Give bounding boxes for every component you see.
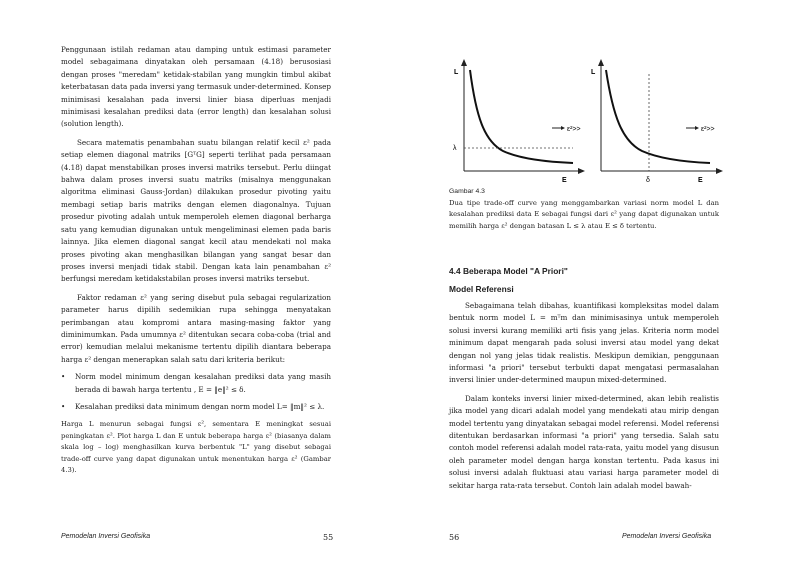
- figure-caption: [449, 186, 719, 232]
- x-axis-arrow-icon: [716, 168, 723, 174]
- left-paragraph-4: Harga L menurun sebagai fungsi ε², sementara E meningkat sesuai peningkatan ε². Plot harga L dan E untuk beberapa harga ε² (biasanya dalam skala log – log) menghasilkan kurva berbentuk "L" yang disebut sebagai trade-off curve yang dapat digunakan untuk menentukan harga ε² (Gambar 4.3).: [61, 420, 331, 475]
- right-paragraph-1: Sebagaimana telah dibahas, kuantifikasi kompleksitas model dalam bentuk norm model L = mᵀm dan minimisasinya untuk memperoleh solusi inversi kurang memiliki arti fisis yang jelas. Kriteria norm model minimum dapat mengarah pada solusi inversi atau model yang dekat dengan nol yang jelas tidak realistis. Meskipun demikian, penggunaan informasi "a priori" tersebut terbukti dapat mengatasi permasalahan inversi linier under-determined maupun mixed-determined.: [449, 301, 719, 385]
- y-axis-label: L: [591, 69, 596, 76]
- trade-off-curve-figure: [448, 56, 723, 186]
- lambda-label: λ: [453, 145, 457, 152]
- right-arrow-icon: [695, 126, 699, 130]
- trade-off-plot-delta: [591, 59, 723, 184]
- left-paragraph-1: Penggunaan istilah redaman atau damping untuk estimasi parameter model sebagaimana dinyatakan oleh persamaan (4.18) berusosiasi dengan proses "meredam" ketidak-stabilan yang mungkin timbul akibat keterbatasan data pada inversi yang termasuk under-determined. Konsep minimisasi kesalahan pada inversi linier biasa diperluas menjadi minimisasi kesalahan prediksi data (error length) dan kesalahan solusi (solution length).: [61, 45, 331, 129]
- trade-off-curve: [606, 70, 710, 163]
- trade-off-plot-lambda: [453, 59, 585, 184]
- left-paragraph-2: Secara matematis penambahan suatu bilangan relatif kecil ε² pada setiap elemen diagonal matriks [GᵀG] seperti terlihat pada persamaan (4.18) dapat menstabilkan proses inversi matriks tersebut. Perlu diingat bahwa dalam proses inversi suatu matriks (misalnya menggunakan algoritma eliminasi Gauss-Jordan) dilakukan prosedur pivoting yaitu membagi setiap baris matriks dengan elemen diagonalnya. Tujuan prosedur pivoting adalah untuk memperoleh elemen diagonal berharga satu yang kemudian digunakan untuk mengeliminasi elemen pada baris lainnya. Jika elemen diagonal sangat kecil atau mendekati nol maka proses pivoting akan menghasilkan bilangan yang sangat besar dan proses inversi menjadi tidak stabil. Dengan kata lain penambahan ε² berfungsi meredam ketidakstabilan proses inversi matriks tersebut.: [61, 137, 331, 284]
- subheading: Model Referensi: [449, 284, 514, 294]
- caption-text: Dua tipe trade-off curve yang menggambarkan variasi norm model L dan kesalahan prediksi data E sebagai fungsi dari ε² yang dapat digunakan untuk memilih harga ε² dengan batasan L ≤ λ atau E ≤ δ tertentu.: [449, 198, 719, 230]
- bullet-icon: •: [61, 401, 66, 411]
- x-axis-arrow-icon: [578, 168, 585, 174]
- bullet-item-1: [61, 371, 331, 396]
- right-paragraph-2: Dalam konteks inversi linier mixed-determined, akan lebih realistis jika model yang dicari adalah model yang mendekati atau mirip dengan model tertentu yang dinyatakan sebagai model referensi. Model referensi ditentukan berdasarkan informasi "a priori" yang tersedia. Salah satu contoh model referensi adalah model rata-rata, yaitu model yang disusun oleh parameter model dengan harga konstan tertentu. Pada kasus ini solusi inversi adalah fluktuasi atau variasi harga parameter model di sekitar harga rata-rata tersebut. Contoh lain adalah model bawah-: [449, 393, 719, 490]
- epsilon-arrow-label: ε²>>: [701, 126, 715, 133]
- right-footer: Pemodelan Inversi Geofisika: [622, 533, 712, 540]
- y-axis-arrow-icon: [461, 59, 467, 66]
- x-axis-label: E: [698, 177, 703, 184]
- bullet-text-2: Kesalahan prediksi data minimum dengan norm model L= ‖m‖² ≤ λ.: [75, 401, 325, 411]
- right-arrow-icon: [561, 126, 565, 130]
- bullet-item-2: [61, 401, 331, 413]
- delta-label: δ: [646, 177, 650, 184]
- y-axis-arrow-icon: [598, 59, 604, 66]
- left-paragraph-3: Faktor redaman ε² yang sering disebut pula sebagai regularization parameter harus dipilih sedemikian rupa sehingga menyatakan perimbangan atau kompromi antara masing-masing faktor yang diminimumkan. Pada umumnya ε² ditentukan secara coba-coba (trial and error) kemudian melalui mekanisme tertentu dipilih diantara beberapa harga ε² dengan menerapkan salah satu dari kriteria berikut:: [61, 292, 331, 364]
- left-footer: Pemodelan Inversi Geofisika: [61, 533, 151, 540]
- right-page-number: 56: [449, 533, 460, 542]
- bullet-text-1: Norm model minimum dengan kesalahan prediksi data yang masih berada di bawah harga tertentu , E = ‖e‖² ≤ δ.: [75, 372, 331, 394]
- left-text-column: [61, 44, 331, 477]
- bullet-icon: •: [61, 372, 66, 382]
- caption-title: Gambar 4.3: [449, 188, 485, 195]
- trade-off-curve: [470, 70, 573, 163]
- right-page: [400, 0, 800, 565]
- section-heading: 4.4 Beberapa Model "A Priori": [449, 266, 568, 276]
- left-page-number: 55: [323, 533, 334, 542]
- x-axis-label: E: [562, 177, 567, 184]
- right-text-column: [449, 300, 719, 492]
- y-axis-label: L: [454, 69, 459, 76]
- epsilon-arrow-label: ε²>>: [567, 126, 581, 133]
